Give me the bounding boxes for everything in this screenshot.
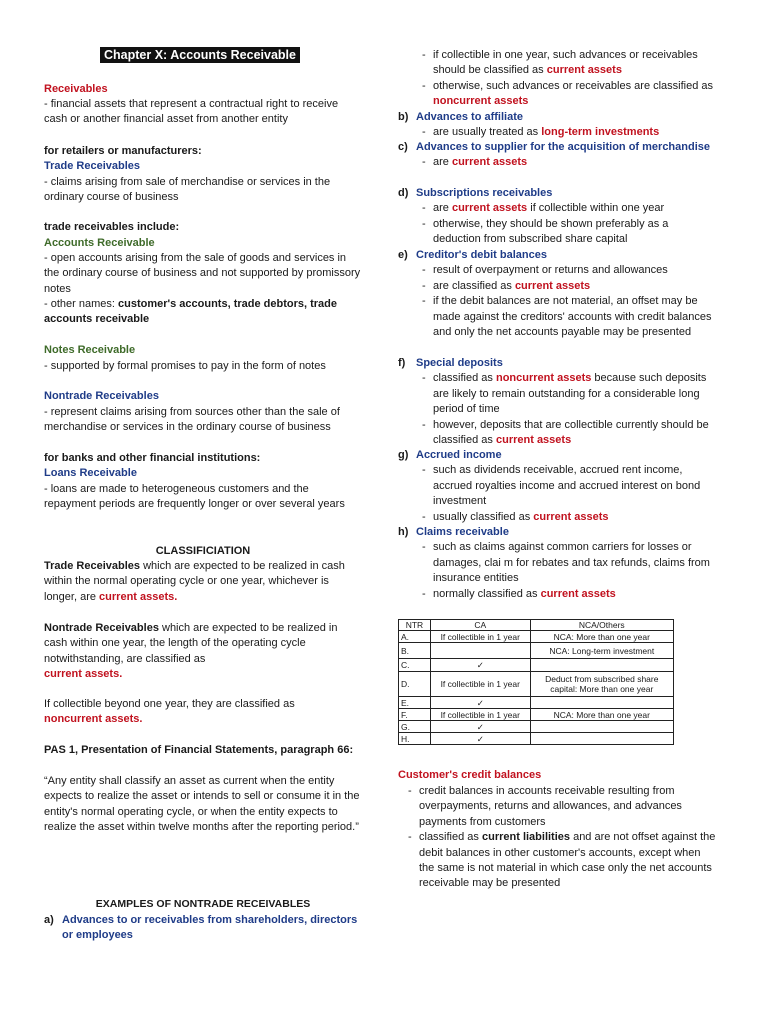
pas-heading: PAS 1, Presentation of Financial Statements, paragraph 66: [44,744,354,756]
table-cell [530,659,673,672]
example-c [398,140,718,171]
table-cell [530,721,673,733]
accounts-receivable-other-names [44,297,362,328]
table-cell: G. [399,721,431,733]
list-item: - credit balances in accounts receivable resulting from overpayments, returns and allowances, and advances payments from customers [408,784,718,830]
accounts-receivable-definition: - open accounts arising from the sale of goods and services in the ordinary course of business and not supported by promissory notes [44,252,361,295]
banks-heading: for banks and other financial institutions: [44,452,261,464]
customers-credit-balances-heading: Customer's credit balances [398,769,542,781]
page-title: Chapter X: Accounts Receivable [100,47,300,63]
classification-nontrade-bold: Nontrade Receivables [44,622,159,634]
example-f-letter: f) [398,357,406,369]
table-cell: If collectible in 1 year [430,631,530,643]
example-a-bullets [398,48,718,110]
table-header: NTR [399,620,431,631]
table-cell [430,643,530,659]
example-c-heading: Advances to supplier for the acquisition of merchandise [416,141,711,153]
trade-receivables-heading: Trade Receivables [44,160,141,172]
list-item: - are usually treated as long-term investments [422,125,718,140]
table-cell: NCA: More than one year [530,631,673,643]
table-cell: ✓ [430,721,530,733]
receivables-heading: Receivables [44,83,108,95]
example-e-heading: Creditor's debit balances [416,249,547,261]
retailers-heading: for retailers or manufacturers: [44,145,202,157]
receivables-definition: - financial assets that represent a contractual right to receive cash or another financial asset from another entity [44,98,339,126]
list-item: - normally classified as current assets [422,587,718,602]
list-item: - such as dividends receivable, accrued rent income, accrued royalties income and accrued interest on bond investment [422,463,718,509]
trade-receivables-definition: - claims arising from sale of merchandise or services in the ordinary course of business [44,176,331,204]
customers-credit-balances-bullets [398,784,718,892]
example-e [398,248,718,340]
classification-beyond-text: If collectible beyond one year, they are classified as [44,698,295,710]
example-d-letter: d) [398,187,409,199]
example-g-letter: g) [398,449,409,461]
example-d [398,186,718,248]
example-a [44,913,362,944]
nontrade-receivables-definition: - represent claims arising from sources other than the sale of merchandise or services in the ordinary course of business [44,406,340,434]
notes-receivable-definition: - supported by formal promises to pay in the form of notes [44,360,326,372]
classification-trade [44,559,362,605]
example-h [398,525,718,602]
list-item: - are current assets [422,155,718,170]
trade-include-heading: trade receivables include: [44,221,180,233]
table-cell: If collectible in 1 year [430,672,530,697]
table-cell: F. [399,709,431,721]
table-cell: C. [399,659,431,672]
table-cell [530,697,673,709]
table-cell: B. [399,643,431,659]
table-row [399,697,674,709]
notes-receivable-heading: Notes Receivable [44,344,136,356]
example-b [398,110,718,141]
table-cell: Deduct from subscribed share capital: More than one year [530,672,673,697]
classification-trade-bold: Trade Receivables [44,560,141,572]
example-g [398,448,718,525]
loans-receivable-definition: - loans are made to heterogeneous customers and the repayment periods are frequently longer or over several years [44,483,345,511]
example-c-letter: c) [398,141,408,153]
classification-nontrade [44,621,362,683]
table-cell: ✓ [430,659,530,672]
accounts-receivable-heading: Accounts Receivable [44,237,155,249]
example-e-letter: e) [398,249,408,261]
other-names-prefix: - other names: [44,298,118,310]
classification-beyond-red: noncurrent assets. [44,713,143,726]
list-item: - result of overpayment or returns and allowances [422,263,718,278]
table-cell: A. [399,631,431,643]
table-cell: NCA: Long-term investment [530,643,673,659]
example-d-heading: Subscriptions receivables [416,187,553,199]
list-item: - usually classified as current assets [422,510,718,525]
other-names-list: customer's accounts, trade debtors, trade accounts receivable [44,298,337,326]
classification-nontrade-red: current assets. [44,668,123,681]
list-item: - classified as current liabilities and are not offset against the debit balances in other customer's accounts, except when the same is not material in which case only the net accounts receivable may be presented [408,830,718,892]
example-b-letter: b) [398,111,409,123]
list-item: - otherwise, they should be shown preferably as a deduction from subscribed share capital [422,217,718,248]
example-a-text: Advances to or receivables from shareholders, directors or employees [62,914,358,942]
example-a-letter: a) [44,914,54,926]
table-cell: ✓ [430,697,530,709]
table-cell: E. [399,697,431,709]
classification-heading: CLASSIFICIATION [155,545,251,557]
list-item: - if collectible in one year, such advances or receivables should be classified as current assets [422,48,718,79]
classification-beyond [44,697,362,728]
table-row [399,721,674,733]
table-cell: D. [399,672,431,697]
table-cell: NCA: More than one year [530,709,673,721]
table-row [399,709,674,721]
table-row [399,643,674,659]
table-row [399,659,674,672]
example-h-heading: Claims receivable [416,526,509,538]
example-f-heading: Special deposits [416,357,503,369]
list-item: - classified as noncurrent assets because such deposits are likely to remain outstanding for a considerable long period of time [422,371,718,417]
nontrade-receivables-heading: Nontrade Receivables [44,390,159,402]
table-cell: H. [399,733,431,745]
list-item: - however, deposits that are collectible currently should be classified as current assets [422,418,718,449]
table-header-row [399,620,674,631]
ntr-classification-table [398,619,674,745]
list-item: - if the debit balances are not material, an offset may be made against the creditors' accounts with credit balances and only the net accounts payable may be presented [422,294,718,340]
table-row [399,672,674,697]
classification-trade-text: which are expected to be realized in cash within the normal operating cycle or one year, whichever is longer, are [44,560,345,603]
example-b-heading: Advances to affiliate [416,111,523,123]
examples-heading: EXAMPLES OF NONTRADE RECEIVABLES [95,898,311,910]
list-item: - are current assets if collectible within one year [422,201,718,216]
list-item: - otherwise, such advances or receivables are classified as noncurrent assets [422,79,718,110]
classification-trade-red: current assets. [99,590,178,603]
example-h-letter: h) [398,526,409,538]
loans-receivable-heading: Loans Receivable [44,467,137,479]
list-item: - such as claims against common carriers for losses or damages, clai m for rebates and tax refunds, claims from insurance entities [422,540,718,586]
classification-nontrade-text: which are expected to be realized in cash within one year, the length of the operating cycle notwithstanding, are classified as [44,622,338,665]
table-row [399,631,674,643]
table-row [399,733,674,745]
table-cell: If collectible in 1 year [430,709,530,721]
example-g-heading: Accrued income [416,449,502,461]
example-f [398,356,718,448]
table-cell: ✓ [430,733,530,745]
list-item: - are classified as current assets [422,279,718,294]
table-header: NCA/Others [530,620,673,631]
table-cell [530,733,673,745]
pas-quote: “Any entity shall classify an asset as current when the entity expects to realize the asset or intends to sell or consume it in the entity's normal operating cycle, or when the entity expects to realize the asset within twelve months after the reporting period.” [44,775,360,834]
table-header: CA [430,620,530,631]
